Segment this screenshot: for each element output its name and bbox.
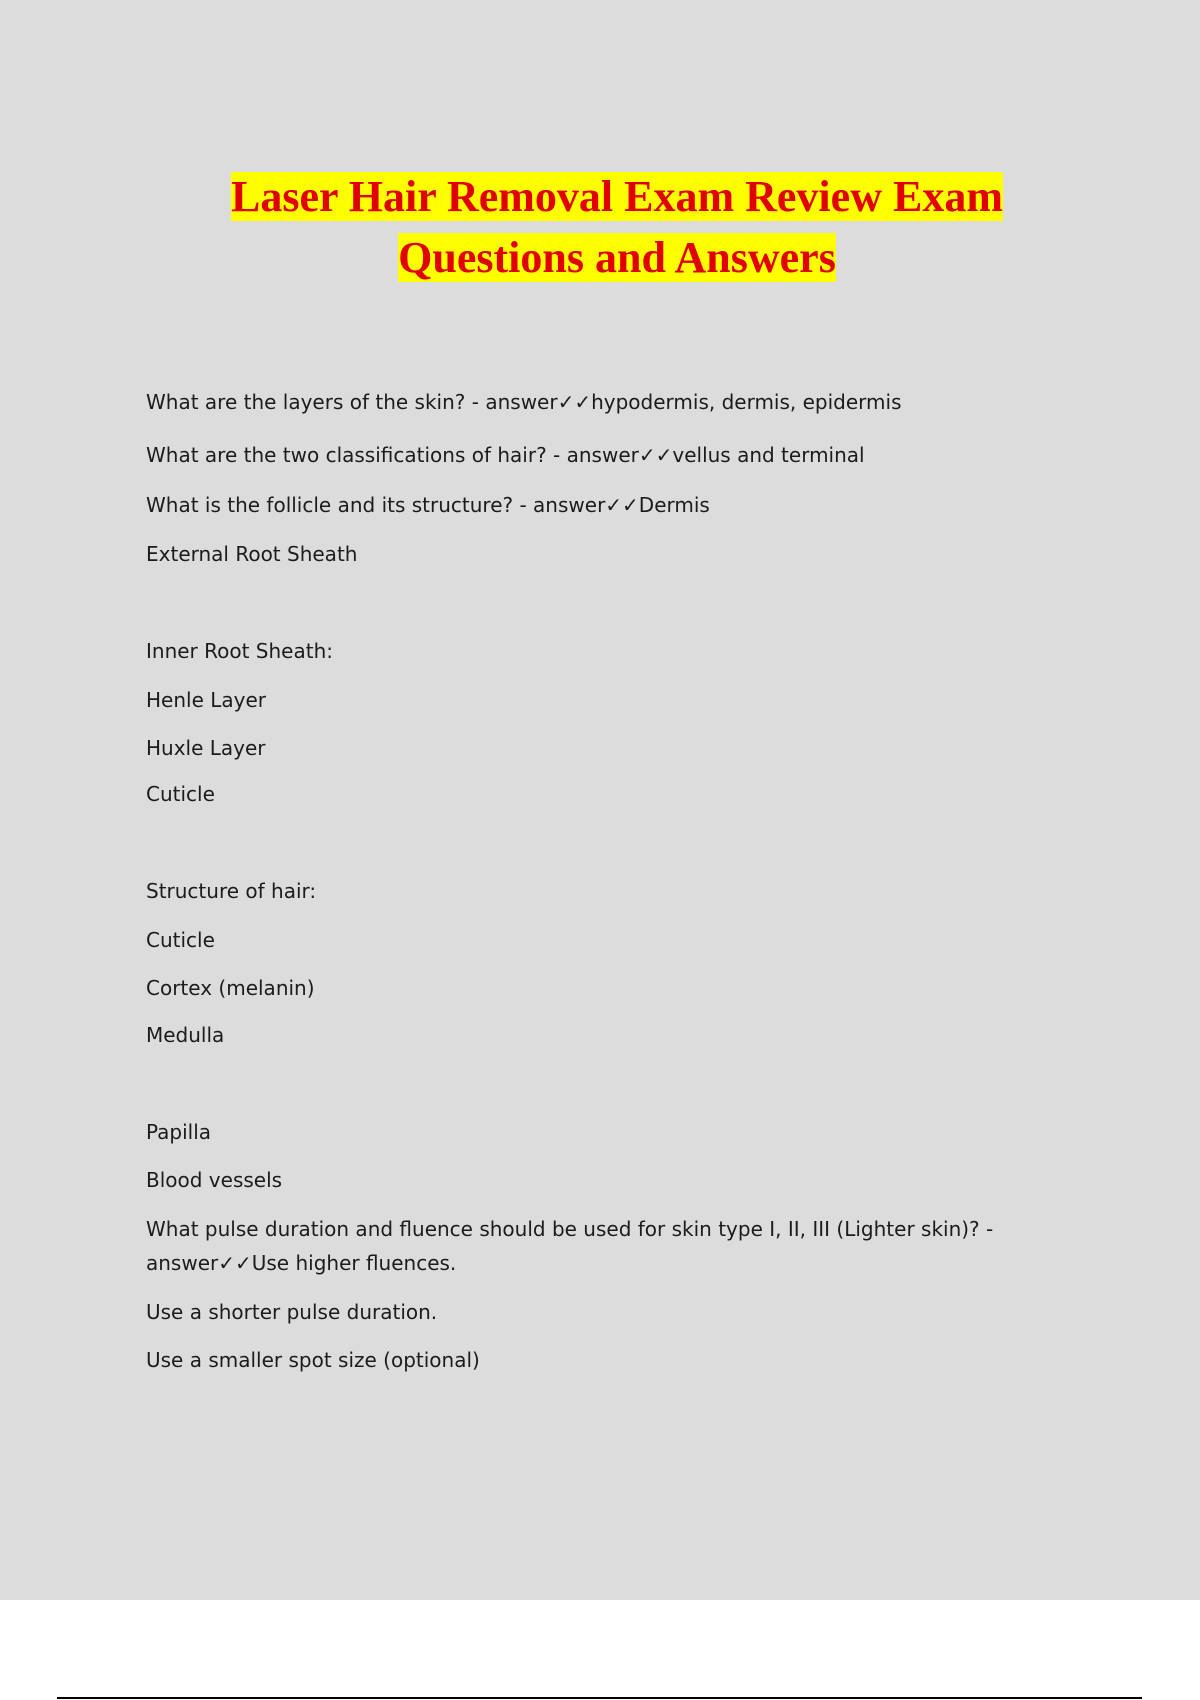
list-item: External Root Sheath: [146, 542, 358, 566]
question-follicle-structure: What is the follicle and its structure? - answer✓✓Dermis: [146, 493, 710, 517]
list-item: Blood vessels: [146, 1168, 283, 1192]
question-hair-classifications: What are the two classifications of hair? - answer✓✓vellus and terminal: [146, 443, 865, 467]
section-heading-structure-of-hair: Structure of hair:: [146, 879, 317, 903]
list-item: Cortex (melanin): [146, 976, 315, 1000]
list-item: Use a smaller spot size (optional): [146, 1348, 480, 1372]
title-line-2: Questions and Answers: [398, 233, 836, 282]
question-skin-layers: What are the layers of the skin? - answer✓✓hypodermis, dermis, epidermis: [146, 390, 902, 414]
answer-higher-fluences: answer✓✓Use higher fluences.: [146, 1251, 457, 1275]
list-item: Use a shorter pulse duration.: [146, 1300, 438, 1324]
question-pulse-duration-fluence: What pulse duration and fluence should be used for skin type I, II, III (Lighter skin)? -: [146, 1217, 994, 1241]
title-line-1: Laser Hair Removal Exam Review Exam: [231, 172, 1003, 221]
footer-divider: [57, 1697, 1142, 1699]
list-item: Medulla: [146, 1023, 225, 1047]
section-heading-inner-root-sheath: Inner Root Sheath:: [146, 639, 333, 663]
list-item: Huxle Layer: [146, 736, 266, 760]
list-item: Henle Layer: [146, 688, 266, 712]
list-item: Papilla: [146, 1120, 212, 1144]
list-item: Cuticle: [146, 782, 215, 806]
list-item: Cuticle: [146, 928, 215, 952]
document-title: [0, 166, 1200, 288]
